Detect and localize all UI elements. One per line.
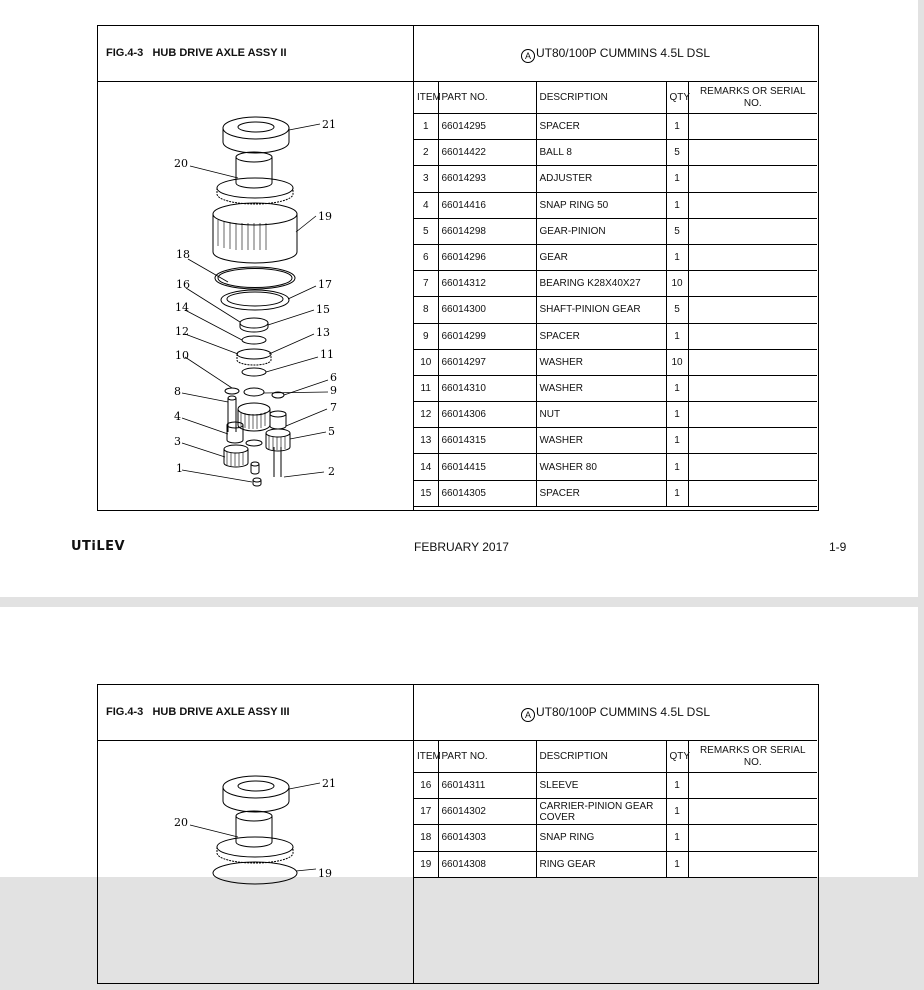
qty-cell: 1 (666, 375, 688, 401)
table-row (414, 375, 817, 401)
callout-18: 18 (176, 248, 190, 261)
description-cell: WASHER (536, 428, 666, 454)
item-cell: 1 (414, 114, 438, 140)
col-item: ITEM (414, 741, 438, 773)
remarks-cell (688, 454, 817, 480)
item-cell: 6 (414, 244, 438, 270)
table-row (414, 349, 817, 375)
remarks-cell (688, 349, 817, 375)
table-row (414, 851, 817, 877)
callout-8: 8 (174, 385, 181, 398)
qty-cell: 1 (666, 402, 688, 428)
part-no-cell: 66014298 (438, 218, 536, 244)
table-row (414, 192, 817, 218)
item-cell: 11 (414, 375, 438, 401)
item-cell: 12 (414, 402, 438, 428)
part-no-cell: 66014303 (438, 825, 536, 851)
document-page-2 (0, 607, 918, 880)
description-cell: RING GEAR (536, 851, 666, 877)
remarks-cell (688, 773, 817, 799)
table-row (414, 825, 817, 851)
item-cell: 19 (414, 851, 438, 877)
figure-name: HUB DRIVE AXLE ASSY II (152, 47, 287, 59)
remarks-cell (688, 140, 817, 166)
table-row (414, 140, 817, 166)
qty-cell: 1 (666, 192, 688, 218)
callout-16: 16 (176, 278, 190, 291)
remarks-cell (688, 323, 817, 349)
qty-cell: 1 (666, 166, 688, 192)
parts-sheet (97, 25, 819, 511)
table-row (414, 454, 817, 480)
item-cell: 13 (414, 428, 438, 454)
description-cell: SNAP RING 50 (536, 192, 666, 218)
col-part-no: PART NO. (438, 82, 536, 114)
table-row (414, 271, 817, 297)
item-cell: 10 (414, 349, 438, 375)
part-no-cell: 66014415 (438, 454, 536, 480)
col-remarks: REMARKS OR SERIAL NO. (688, 82, 817, 114)
description-cell: GEAR (536, 244, 666, 270)
remarks-cell (688, 799, 817, 825)
part-no-cell: 66014312 (438, 271, 536, 297)
part-no-cell: 66014416 (438, 192, 536, 218)
callout-10: 10 (175, 349, 189, 362)
callout-3: 3 (174, 435, 181, 448)
description-cell: SLEEVE (536, 773, 666, 799)
description-cell: BALL 8 (536, 140, 666, 166)
page-number: 1-9 (829, 540, 847, 554)
item-cell: 8 (414, 297, 438, 323)
col-description: DESCRIPTION (536, 741, 666, 773)
model-header (414, 26, 817, 82)
model-marker-icon: A (521, 49, 535, 63)
footer-date: FEBRUARY 2017 (414, 540, 509, 554)
parts-sheet (97, 684, 819, 984)
description-cell: SPACER (536, 480, 666, 506)
description-cell: NUT (536, 402, 666, 428)
remarks-cell (688, 297, 817, 323)
model-name: UT80/100P CUMMINS 4.5L DSL (535, 705, 711, 719)
qty-cell: 10 (666, 349, 688, 375)
part-no-cell: 66014311 (438, 773, 536, 799)
col-part-no: PART NO. (438, 741, 536, 773)
description-cell: SNAP RING (536, 825, 666, 851)
part-no-cell: 66014299 (438, 323, 536, 349)
part-no-cell: 66014302 (438, 799, 536, 825)
col-description: DESCRIPTION (536, 82, 666, 114)
remarks-cell (688, 114, 817, 140)
description-cell: BEARING K28X40X27 (536, 271, 666, 297)
callout-15: 15 (316, 303, 330, 316)
exploded-drawing (98, 82, 414, 510)
description-cell: WASHER (536, 375, 666, 401)
figure-label: FIG.4-3 (106, 706, 144, 718)
item-cell: 2 (414, 140, 438, 166)
remarks-cell (688, 428, 817, 454)
part-no-cell: 66014305 (438, 480, 536, 506)
part-no-cell: 66014300 (438, 297, 536, 323)
part-no-cell: 66014308 (438, 851, 536, 877)
remarks-cell (688, 375, 817, 401)
qty-cell: 10 (666, 271, 688, 297)
table-row (414, 773, 817, 799)
table-row (414, 799, 817, 825)
hub-drive-axle-diagram (98, 741, 414, 985)
item-cell: 17 (414, 799, 438, 825)
col-item: ITEM (414, 82, 438, 114)
col-qty: QTY (666, 741, 688, 773)
remarks-cell (688, 851, 817, 877)
qty-cell: 1 (666, 454, 688, 480)
qty-cell: 1 (666, 428, 688, 454)
callout-6: 6 (330, 371, 337, 384)
table-header-row (414, 741, 817, 773)
qty-cell: 5 (666, 218, 688, 244)
hub-drive-axle-diagram (98, 82, 414, 510)
callout-20: 20 (174, 816, 188, 829)
figure-name: HUB DRIVE AXLE ASSY III (152, 706, 290, 718)
model-marker-icon: A (521, 708, 535, 722)
remarks-cell (688, 244, 817, 270)
description-cell: CARRIER-PINION GEAR COVER (536, 799, 666, 825)
qty-cell: 1 (666, 773, 688, 799)
qty-cell: 1 (666, 825, 688, 851)
utilev-logo: UTiLEV (71, 539, 126, 554)
item-cell: 9 (414, 323, 438, 349)
item-cell: 18 (414, 825, 438, 851)
remarks-cell (688, 271, 817, 297)
qty-cell: 1 (666, 851, 688, 877)
table-row (414, 166, 817, 192)
callout-9: 9 (330, 384, 337, 397)
description-cell: SHAFT-PINION GEAR (536, 297, 666, 323)
callout-19: 19 (318, 210, 332, 223)
part-no-cell: 66014310 (438, 375, 536, 401)
item-cell: 14 (414, 454, 438, 480)
remarks-cell (688, 218, 817, 244)
qty-cell: 1 (666, 114, 688, 140)
callout-21: 21 (322, 118, 336, 131)
table-row (414, 297, 817, 323)
callout-21: 21 (322, 777, 336, 790)
part-no-cell: 66014297 (438, 349, 536, 375)
callout-4: 4 (174, 410, 181, 423)
callout-13: 13 (316, 326, 330, 339)
col-remarks: REMARKS OR SERIAL NO. (688, 741, 817, 773)
callout-5: 5 (328, 425, 335, 438)
table-row (414, 218, 817, 244)
qty-cell: 1 (666, 480, 688, 506)
table-row (414, 323, 817, 349)
item-cell: 3 (414, 166, 438, 192)
model-name: UT80/100P CUMMINS 4.5L DSL (535, 46, 711, 60)
remarks-cell (688, 166, 817, 192)
description-cell: GEAR-PINION (536, 218, 666, 244)
table-header-row (414, 82, 817, 114)
callout-1: 1 (176, 462, 183, 475)
qty-cell: 1 (666, 244, 688, 270)
description-cell: WASHER 80 (536, 454, 666, 480)
part-no-cell: 66014315 (438, 428, 536, 454)
qty-cell: 1 (666, 799, 688, 825)
table-row (414, 480, 817, 506)
part-no-cell: 66014295 (438, 114, 536, 140)
table-row (414, 114, 817, 140)
item-cell: 5 (414, 218, 438, 244)
item-cell: 7 (414, 271, 438, 297)
part-no-cell: 66014293 (438, 166, 536, 192)
figure-label: FIG.4-3 (106, 47, 144, 59)
parts-table (414, 82, 817, 507)
parts-table (414, 741, 817, 878)
callout-17: 17 (318, 278, 332, 291)
callout-2: 2 (328, 465, 335, 478)
callout-12: 12 (175, 325, 189, 338)
callout-11: 11 (320, 348, 334, 361)
part-no-cell: 66014296 (438, 244, 536, 270)
remarks-cell (688, 192, 817, 218)
table-row (414, 244, 817, 270)
figure-title (98, 26, 414, 82)
col-qty: QTY (666, 82, 688, 114)
item-cell: 15 (414, 480, 438, 506)
table-row (414, 402, 817, 428)
remarks-cell (688, 402, 817, 428)
table-row (414, 428, 817, 454)
qty-cell: 5 (666, 140, 688, 166)
callout-20: 20 (174, 157, 188, 170)
description-cell: SPACER (536, 323, 666, 349)
figure-title (98, 685, 414, 741)
callout-19: 19 (318, 867, 332, 880)
description-cell: SPACER (536, 114, 666, 140)
description-cell: ADJUSTER (536, 166, 666, 192)
remarks-cell (688, 825, 817, 851)
exploded-drawing (98, 741, 414, 983)
part-no-cell: 66014306 (438, 402, 536, 428)
item-cell: 4 (414, 192, 438, 218)
item-cell: 16 (414, 773, 438, 799)
remarks-cell (688, 480, 817, 506)
description-cell: WASHER (536, 349, 666, 375)
model-header (414, 685, 817, 741)
callout-14: 14 (175, 301, 189, 314)
callout-7: 7 (330, 401, 337, 414)
qty-cell: 5 (666, 297, 688, 323)
part-no-cell: 66014422 (438, 140, 536, 166)
qty-cell: 1 (666, 323, 688, 349)
